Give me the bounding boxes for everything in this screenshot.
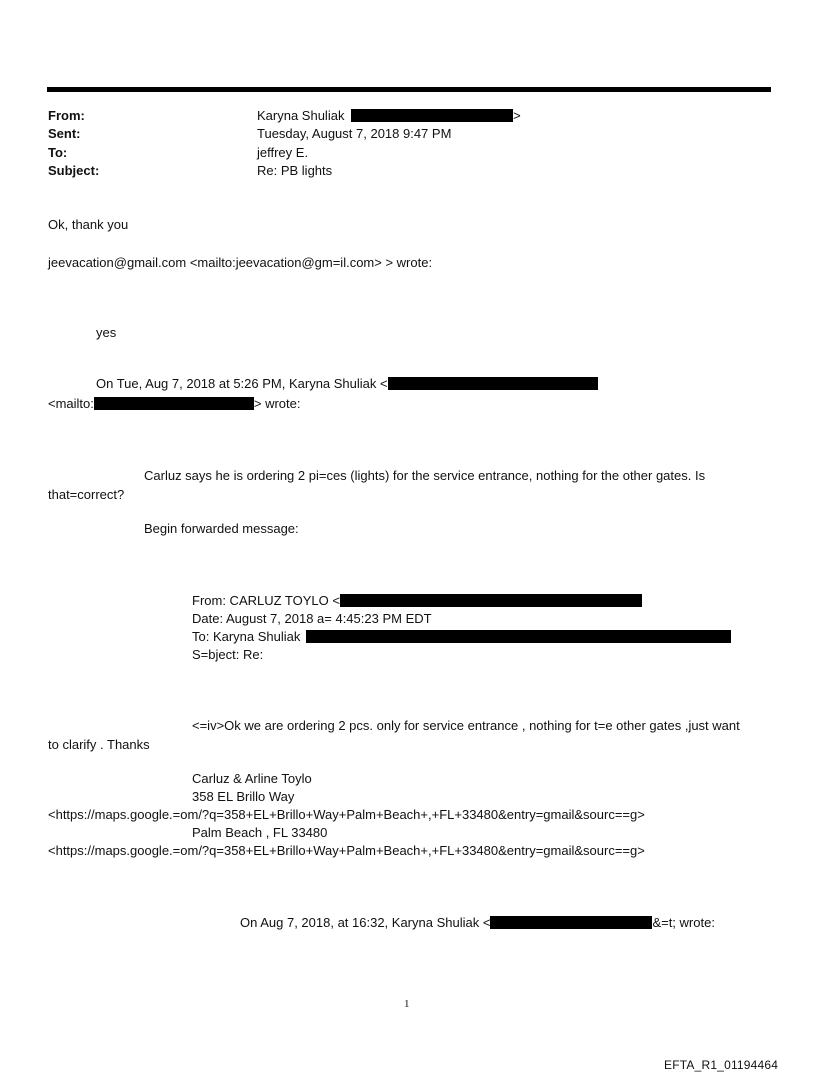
mailto-prefix: <mailto:: [48, 396, 94, 411]
fwd-to: [192, 629, 731, 645]
bates-number: EFTA_R1_01194464: [664, 1058, 779, 1072]
body-line-yes: yes: [96, 325, 117, 340]
redaction-bar: [340, 594, 642, 607]
body-line-ordering-1: <=iv>Ok we are ordering 2 pcs. only for service entrance , nothing for t=e other gates ,just want: [192, 718, 740, 733]
sent-label: Sent:: [48, 126, 81, 141]
body-line-jeevacation: jeevacation@gmail.com <mailto:jeevacation@gm=il.com> > wrote:: [48, 255, 433, 270]
body-line-mailto: [48, 396, 301, 412]
subject-value: Re: PB lights: [257, 163, 333, 178]
page-number: 1: [404, 998, 410, 1010]
fwd-to-text: To: Karyna Shuliak: [192, 629, 301, 644]
body-line-ok: Ok, thank you: [48, 217, 129, 232]
signature-city: Palm Beach , FL 33480: [192, 825, 328, 840]
to-label: To:: [48, 145, 68, 160]
header-rule: [47, 87, 771, 92]
redaction-bar: [94, 397, 254, 410]
redaction-bar: [351, 109, 513, 122]
redaction-bar: [306, 630, 731, 643]
fwd-from: [192, 593, 642, 609]
from-suffix: >: [513, 108, 521, 123]
signature-street: 358 EL Brillo Way: [192, 789, 295, 804]
fwd-date: Date: August 7, 2018 a= 4:45:23 PM EDT: [192, 611, 432, 626]
on-aug-text: On Aug 7, 2018, at 16:32, Karyna Shuliak <: [240, 915, 491, 930]
on-aug-suffix: &=t; wrote:: [652, 915, 715, 930]
signature-name: Carluz & Arline Toylo: [192, 771, 312, 786]
from-value: [257, 108, 521, 124]
from-label: From:: [48, 108, 85, 123]
fwd-subject: S=bject: Re:: [192, 647, 264, 662]
redaction-bar: [388, 377, 598, 390]
sent-value: Tuesday, August 7, 2018 9:47 PM: [257, 126, 452, 141]
to-value: jeffrey E.: [257, 145, 309, 160]
body-line-on-tue: [96, 376, 598, 392]
body-line-carluz-2: that=correct?: [48, 487, 125, 502]
body-line-begin-forwarded: Begin forwarded message:: [144, 521, 299, 536]
redaction-bar: [490, 916, 652, 929]
body-line-ordering-2: to clarify . Thanks: [48, 737, 150, 752]
mailto-suffix: > wrote:: [253, 396, 301, 411]
signature-map-link-2: <https://maps.google.=om/?q=358+EL+Brillo+Way+Palm+Beach+,+FL+33480&entry=gmail&sourc==g>: [48, 843, 645, 858]
fwd-from-text: From: CARLUZ TOYLO <: [192, 593, 340, 608]
body-line-on-aug: [240, 915, 715, 931]
from-name: Karyna Shuliak: [257, 108, 345, 123]
subject-label: Subject:: [48, 163, 100, 178]
signature-map-link-1: <https://maps.google.=om/?q=358+EL+Brillo+Way+Palm+Beach+,+FL+33480&entry=gmail&sourc==g>: [48, 807, 645, 822]
on-tue-text: On Tue, Aug 7, 2018 at 5:26 PM, Karyna Shuliak <: [96, 376, 388, 391]
body-line-carluz-1: Carluz says he is ordering 2 pi=ces (lights) for the service entrance, nothing for the other gates. Is: [144, 468, 706, 483]
